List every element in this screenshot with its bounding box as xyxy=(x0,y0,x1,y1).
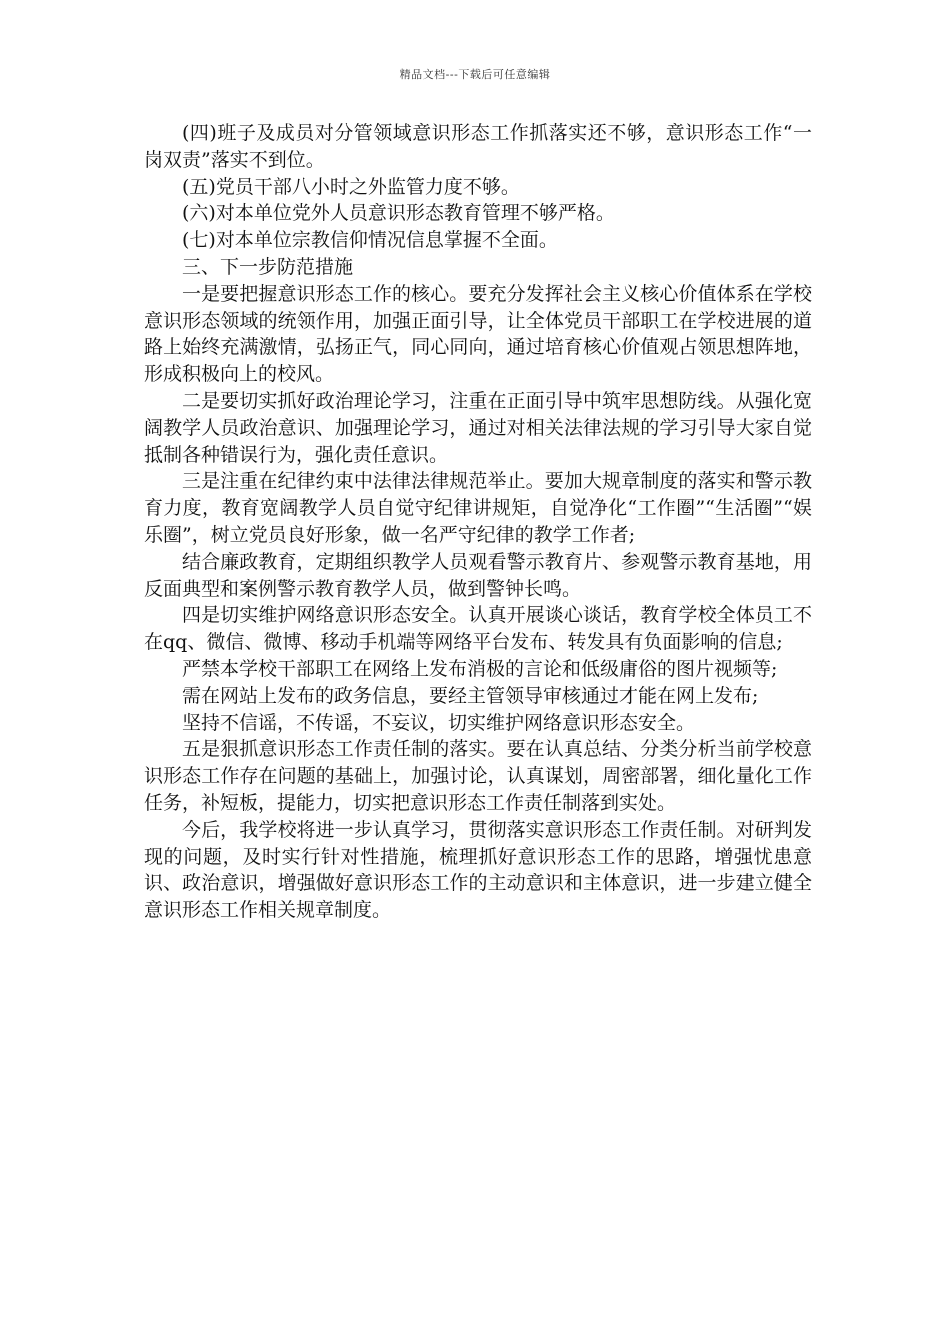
paragraph-issue-5: (五)党员干部八小时之外监管力度不够。 xyxy=(182,175,520,198)
paragraph-measure-4-detail-2: 需在网站上发布的政务信息，要经主管领导审核通过才能在网上发布; xyxy=(182,684,759,707)
page-header: 精品文档---下载后可任意编辑 xyxy=(399,68,551,81)
paragraph-conclusion: 今后，我学校将进一步认真学习，贯彻落实意识形态工作责任制。对研判发现的问题，及时实行针对性措施，梳理抓好意识形态工作的思路，增强忧患意识、政治意识，增强做好意识形态工作的主动意识和主体意识，进一步建立健全意识形态工作相关规章制度。 xyxy=(144,818,812,922)
paragraph-issue-4: (四)班子及成员对分管领域意识形态工作抓落实还不够，意识形态工作“一岗双责”落实不到位。 xyxy=(144,122,812,171)
paragraph-measure-4: 四是切实维护网络意识形态安全。认真开展谈心谈话，教育学校全体员工不在qq、微信、微博、移动手机端等网络平台发布、转发具有负面影响的信息; xyxy=(144,604,812,654)
paragraph-measure-1: 一是要把握意识形态工作的核心。要充分发挥社会主义核心价值体系在学校意识形态领域的统领作用，加强正面引导，让全体党员干部职工在学校进展的道路上始终充满激情，弘扬正气，同心同向，通过培育核心价值观占领思想阵地，形成积极向上的校风。 xyxy=(144,282,812,386)
paragraph-measure-4-detail-1: 严禁本学校干部职工在网络上发布消极的言论和低级庸俗的图片视频等; xyxy=(182,657,778,680)
paragraph-measure-3: 三是注重在纪律约束中法律法律规范举止。要加大规章制度的落实和警示教育力度，教育宽阔教学人员自觉守纪律讲规矩，自觉净化“工作圈”“生活圈”“娱乐圈”，树立党员良好形象，做一名严守纪律的教学工作者; xyxy=(144,470,812,546)
paragraph-measure-4-detail-3: 坚持不信谣，不传谣，不妄议，切实维护网络意识形态安全。 xyxy=(182,711,696,734)
paragraph-measure-2: 二是要切实抓好政治理论学习，注重在正面引导中筑牢思想防线。从强化宽阔教学人员政治意识、加强理论学习，通过对相关法律法规的学习引导大家自觉抵制各种错误行为，强化责任意识。 xyxy=(144,389,812,466)
paragraph-issue-7: (七)对本单位宗教信仰情况信息掌握不全面。 xyxy=(182,229,558,252)
paragraph-measure-3-detail: 结合廉政教育，定期组织教学人员观看警示教育片、参观警示教育基地，用反面典型和案例警示教育教学人员，做到警钟长鸣。 xyxy=(144,550,812,600)
paragraph-issue-6: (六)对本单位党外人员意识形态教育管理不够严格。 xyxy=(182,202,615,225)
section-heading-measures: 三、下一步防范措施 xyxy=(182,255,354,278)
document-body xyxy=(144,120,812,924)
paragraph-measure-5: 五是狠抓意识形态工作责任制的落实。要在认真总结、分类分析当前学校意识形态工作存在问题的基础上，加强讨论，认真谋划，周密部署，细化量化工作任务，补短板，提能力，切实把意识形态工作责任制落到实处。 xyxy=(144,738,812,814)
